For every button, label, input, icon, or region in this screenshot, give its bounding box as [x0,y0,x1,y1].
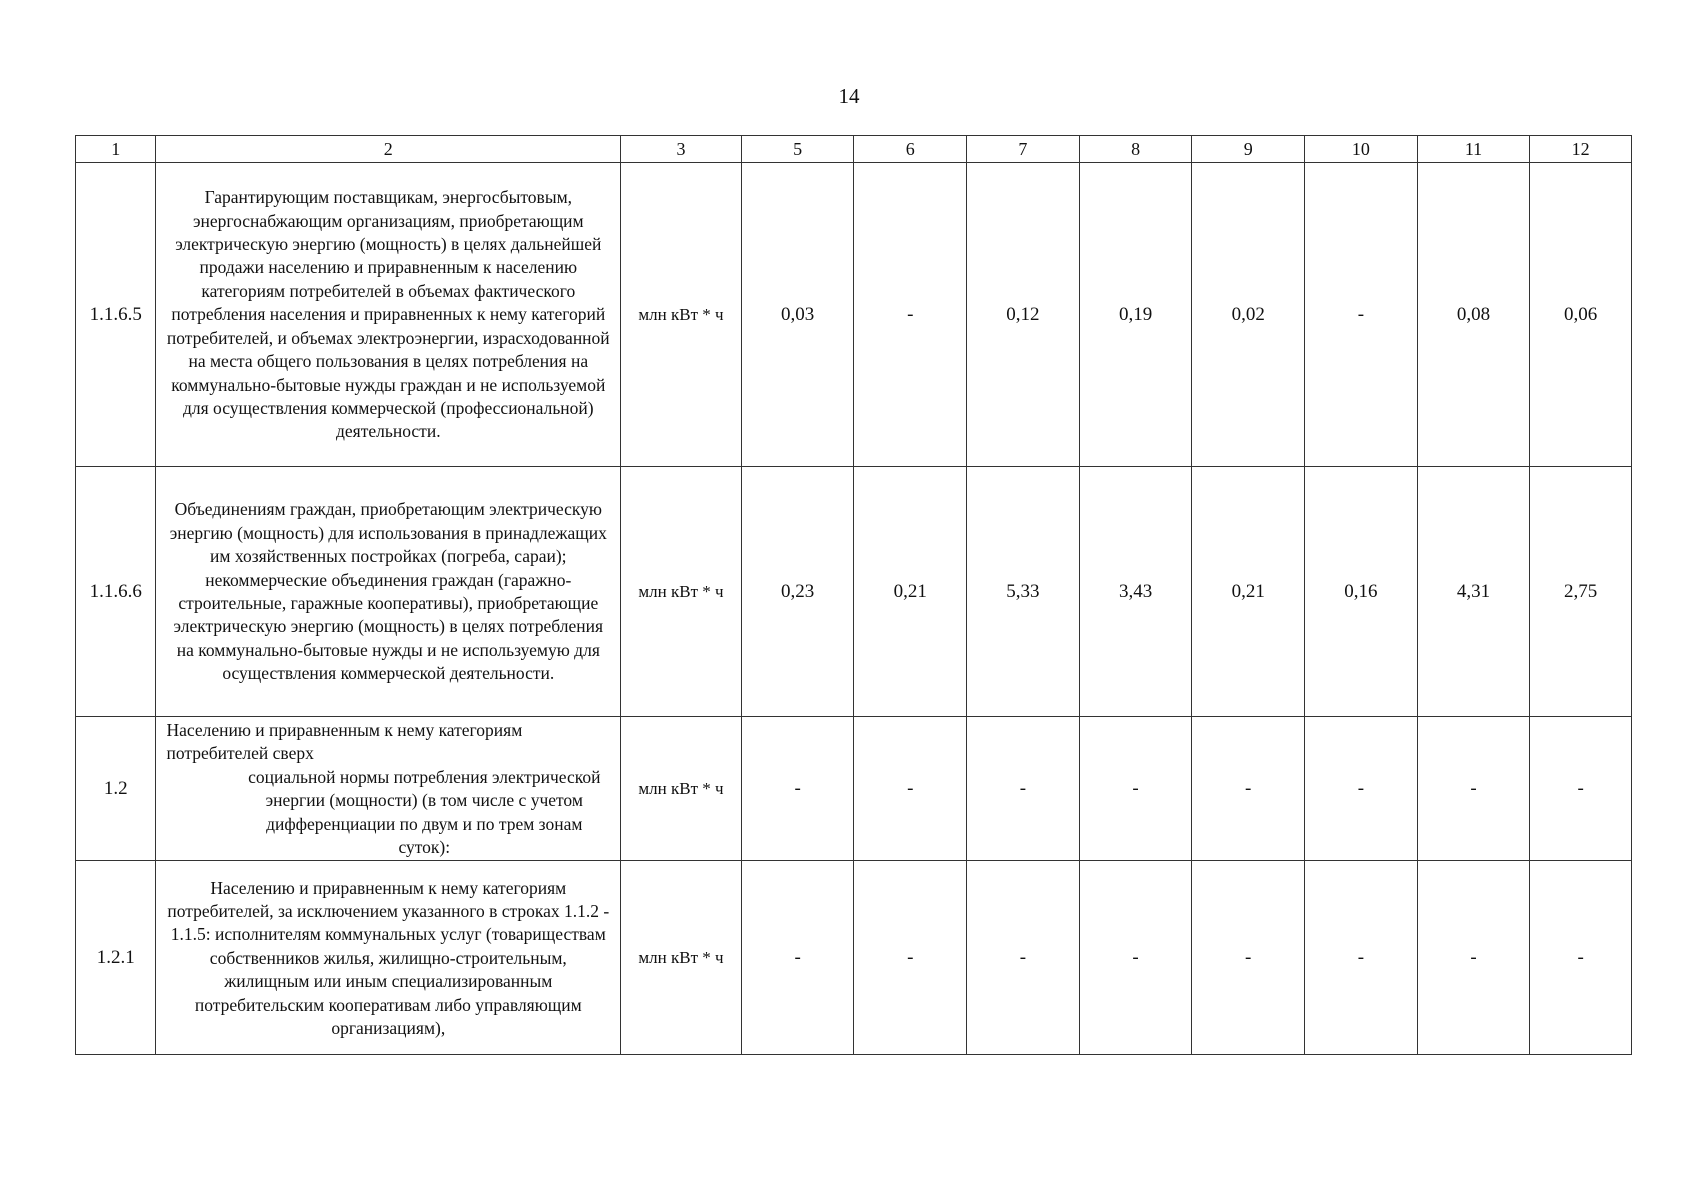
column-header: 7 [967,136,1080,163]
table-cell: - [854,163,967,467]
row-code: 1.1.6.5 [76,163,156,467]
row-unit: млн кВт * ч [621,163,742,467]
table-header-row [76,136,1632,163]
table-cell: - [1417,861,1530,1055]
table-cell: - [1192,717,1305,861]
table-cell: - [854,717,967,861]
column-header: 11 [1417,136,1530,163]
table-cell: 0,03 [741,163,854,467]
table-cell: 0,23 [741,467,854,717]
table-cell: 0,21 [854,467,967,717]
row-unit: млн кВт * ч [621,467,742,717]
table-cell: - [967,717,1080,861]
table-cell: - [1305,163,1418,467]
column-header: 3 [621,136,742,163]
row-description: Населению и приравненным к нему категориям потребителей, за исключением указанного в строках 1.1.2 - 1.1.5: исполнителям коммунальных услуг (товариществам собственников жилья, жилищно-строительным, жилищным или иным специализированным потребительским кооперативам либо управляющим организациям), [156,861,621,1055]
row-code: 1.2 [76,717,156,861]
column-header: 5 [741,136,854,163]
column-header: 1 [76,136,156,163]
table-cell: - [1192,861,1305,1055]
data-table [75,135,1632,1055]
table-cell: 0,06 [1530,163,1632,467]
page-number: 14 [838,84,860,108]
table-cell: - [1530,861,1632,1055]
table-cell: 2,75 [1530,467,1632,717]
row-unit: млн кВт * ч [621,861,742,1055]
table-cell: - [741,861,854,1055]
column-header: 6 [854,136,967,163]
table-cell: 4,31 [1417,467,1530,717]
table-cell: 0,12 [967,163,1080,467]
row-description: Объединениям граждан, приобретающим электрическую энергию (мощность) для использования в принадлежащих им хозяйственных постройках (погреба, сараи); некоммерческие объединения граждан (гаражно-строительные, гаражные кооперативы), приобретающие электрическую энергию (мощность) в целях потребления на коммунально-бытовые нужды и не используемую для осуществления коммерческой деятельности. [156,467,621,717]
column-header: 12 [1530,136,1632,163]
column-header: 10 [1305,136,1418,163]
table-row [76,467,1632,717]
row-code: 1.2.1 [76,861,156,1055]
table-cell: 0,02 [1192,163,1305,467]
description-line: Населению и приравненным к нему категориям потребителей сверх [166,720,523,764]
table-cell: 0,08 [1417,163,1530,467]
table-cell: 3,43 [1079,467,1192,717]
table-cell: - [1079,861,1192,1055]
row-unit: млн кВт * ч [621,717,742,861]
row-description [156,717,621,861]
table-cell: 0,19 [1079,163,1192,467]
table-cell: - [854,861,967,1055]
table-cell: - [1417,717,1530,861]
table-row [76,861,1632,1055]
table-row [76,163,1632,467]
column-header: 9 [1192,136,1305,163]
row-code: 1.1.6.6 [76,467,156,717]
row-description: Гарантирующим поставщикам, энергосбытовым, энергоснабжающим организациям, приобретающим электрическую энергию (мощность) в целях дальнейшей продажи населению и приравненным к населению категориям потребителей в объемах фактического потребления населения и приравненных к нему категорий потребителей, и объемах электроэнергии, израсходованной на места общего пользования в целях потребления на коммунально-бытовые нужды граждан и не используемой для осуществления коммерческой (профессиональной) деятельности. [156,163,621,467]
table-row [76,717,1632,861]
column-header: 2 [156,136,621,163]
table-cell: - [1305,861,1418,1055]
table-cell: - [741,717,854,861]
table-cell: - [1079,717,1192,861]
table-cell: - [1305,717,1418,861]
table-cell: 0,21 [1192,467,1305,717]
table-cell: - [967,861,1080,1055]
table-cell: - [1530,717,1632,861]
table-cell: 5,33 [967,467,1080,717]
table-cell: 0,16 [1305,467,1418,717]
description-line: социальной нормы потребления электрической энергии (мощности) (в том числе с учетом дифференциации по двум и по трем зонам суток): [248,766,601,858]
column-header: 8 [1079,136,1192,163]
